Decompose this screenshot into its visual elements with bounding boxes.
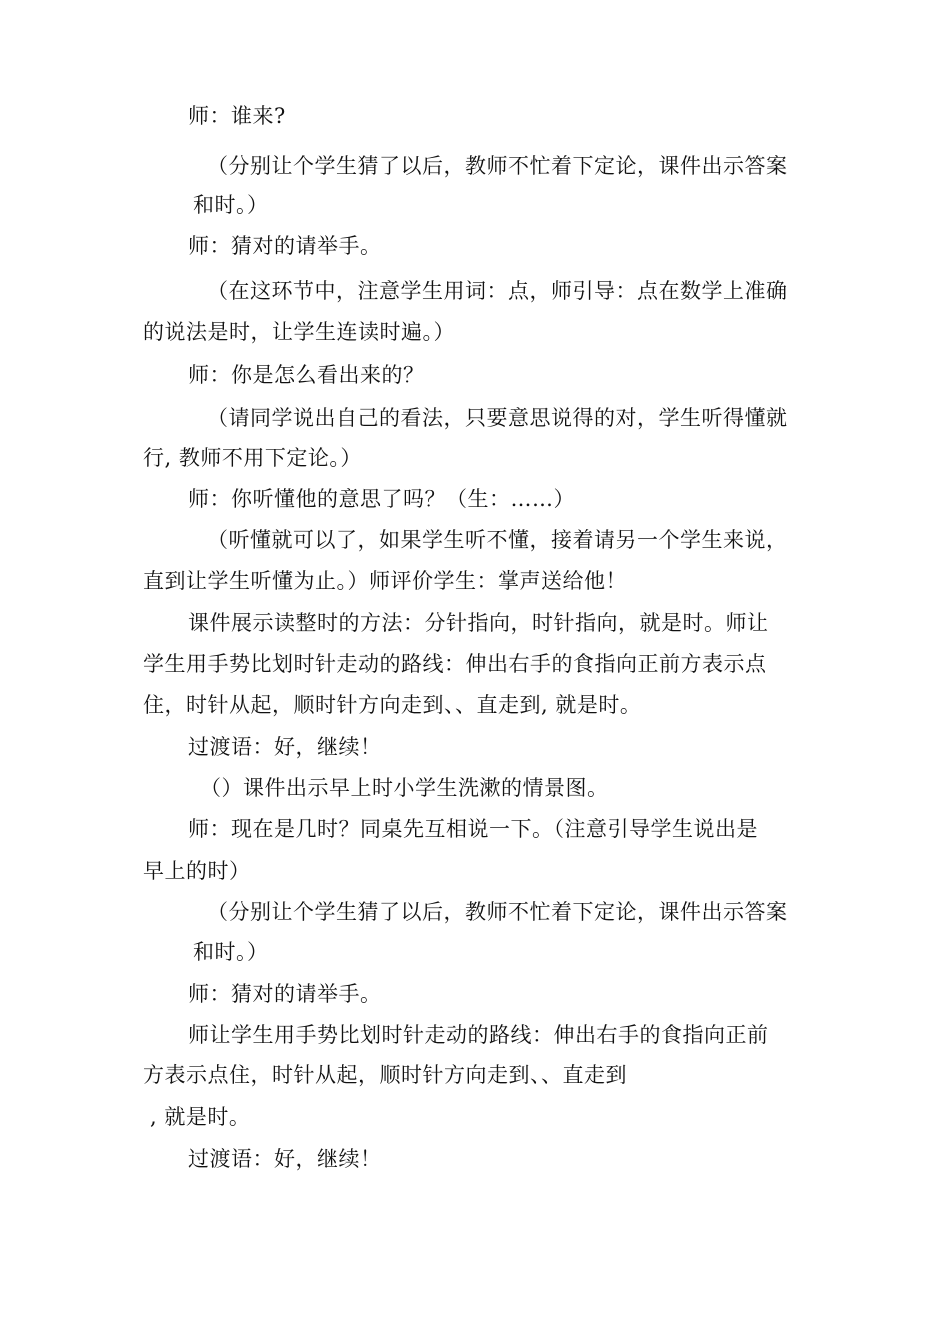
text-line: 直到让学生听懂为止。）师评价学生：掌声送给他！ bbox=[143, 569, 627, 593]
text-line: （听懂就可以了，如果学生听不懂，接着请另一个学生来说， bbox=[207, 528, 788, 552]
text-line: 早上的时） bbox=[143, 859, 251, 883]
text-line: 的说法是时，让学生连读时遍。） bbox=[143, 320, 455, 344]
text-line: 过渡语：好，继续！ bbox=[188, 735, 382, 759]
text-line: 和时。） bbox=[193, 193, 269, 217]
text-line: 师：猜对的请举手。 bbox=[188, 982, 382, 1006]
text-line: , 就是时。 bbox=[150, 1105, 251, 1129]
text-line: 过渡语：好，继续！ bbox=[188, 1147, 382, 1171]
text-line: 和时。） bbox=[193, 940, 269, 964]
text-line: 学生用手势比划时针走动的路线：伸出右手的食指向正前方表示点 bbox=[143, 652, 767, 676]
text-line: 住，时针从起，顺时针方向走到、、直走到, 就是时。 bbox=[143, 693, 642, 717]
text-line: 师：你听懂他的意思了吗？（生：……） bbox=[188, 487, 575, 511]
text-line: （分别让个学生猜了以后，教师不忙着下定论，课件出示答案 bbox=[207, 154, 788, 178]
text-line: （）课件出示早上时小学生洗漱的情景图。 bbox=[200, 776, 609, 800]
text-line: 行, 教师不用下定论。） bbox=[143, 446, 362, 470]
text-line: 师：谁来? bbox=[188, 104, 286, 128]
text-line: （请同学说出自己的看法，只要意思说得的对，学生听得懂就 bbox=[207, 406, 788, 430]
text-line: 师：猜对的请举手。 bbox=[188, 234, 382, 258]
text-line: 师：现在是几时？同桌先互相说一下。（注意引导学生说出是 bbox=[188, 817, 758, 841]
text-line: 方表示点住，时针从起，顺时针方向走到、、直走到 bbox=[143, 1063, 627, 1087]
text-line: （在这环节中，注意学生用词：点，师引导：点在数学上准确 bbox=[207, 279, 788, 303]
text-line: 课件展示读整时的方法：分针指向，时针指向，就是时。师让 bbox=[188, 611, 769, 635]
text-line: 师：你是怎么看出来的？ bbox=[188, 363, 425, 387]
text-line: （分别让个学生猜了以后，教师不忙着下定论，课件出示答案 bbox=[207, 900, 788, 924]
text-line: 师让学生用手势比划时针走动的路线：伸出右手的食指向正前 bbox=[188, 1023, 769, 1047]
